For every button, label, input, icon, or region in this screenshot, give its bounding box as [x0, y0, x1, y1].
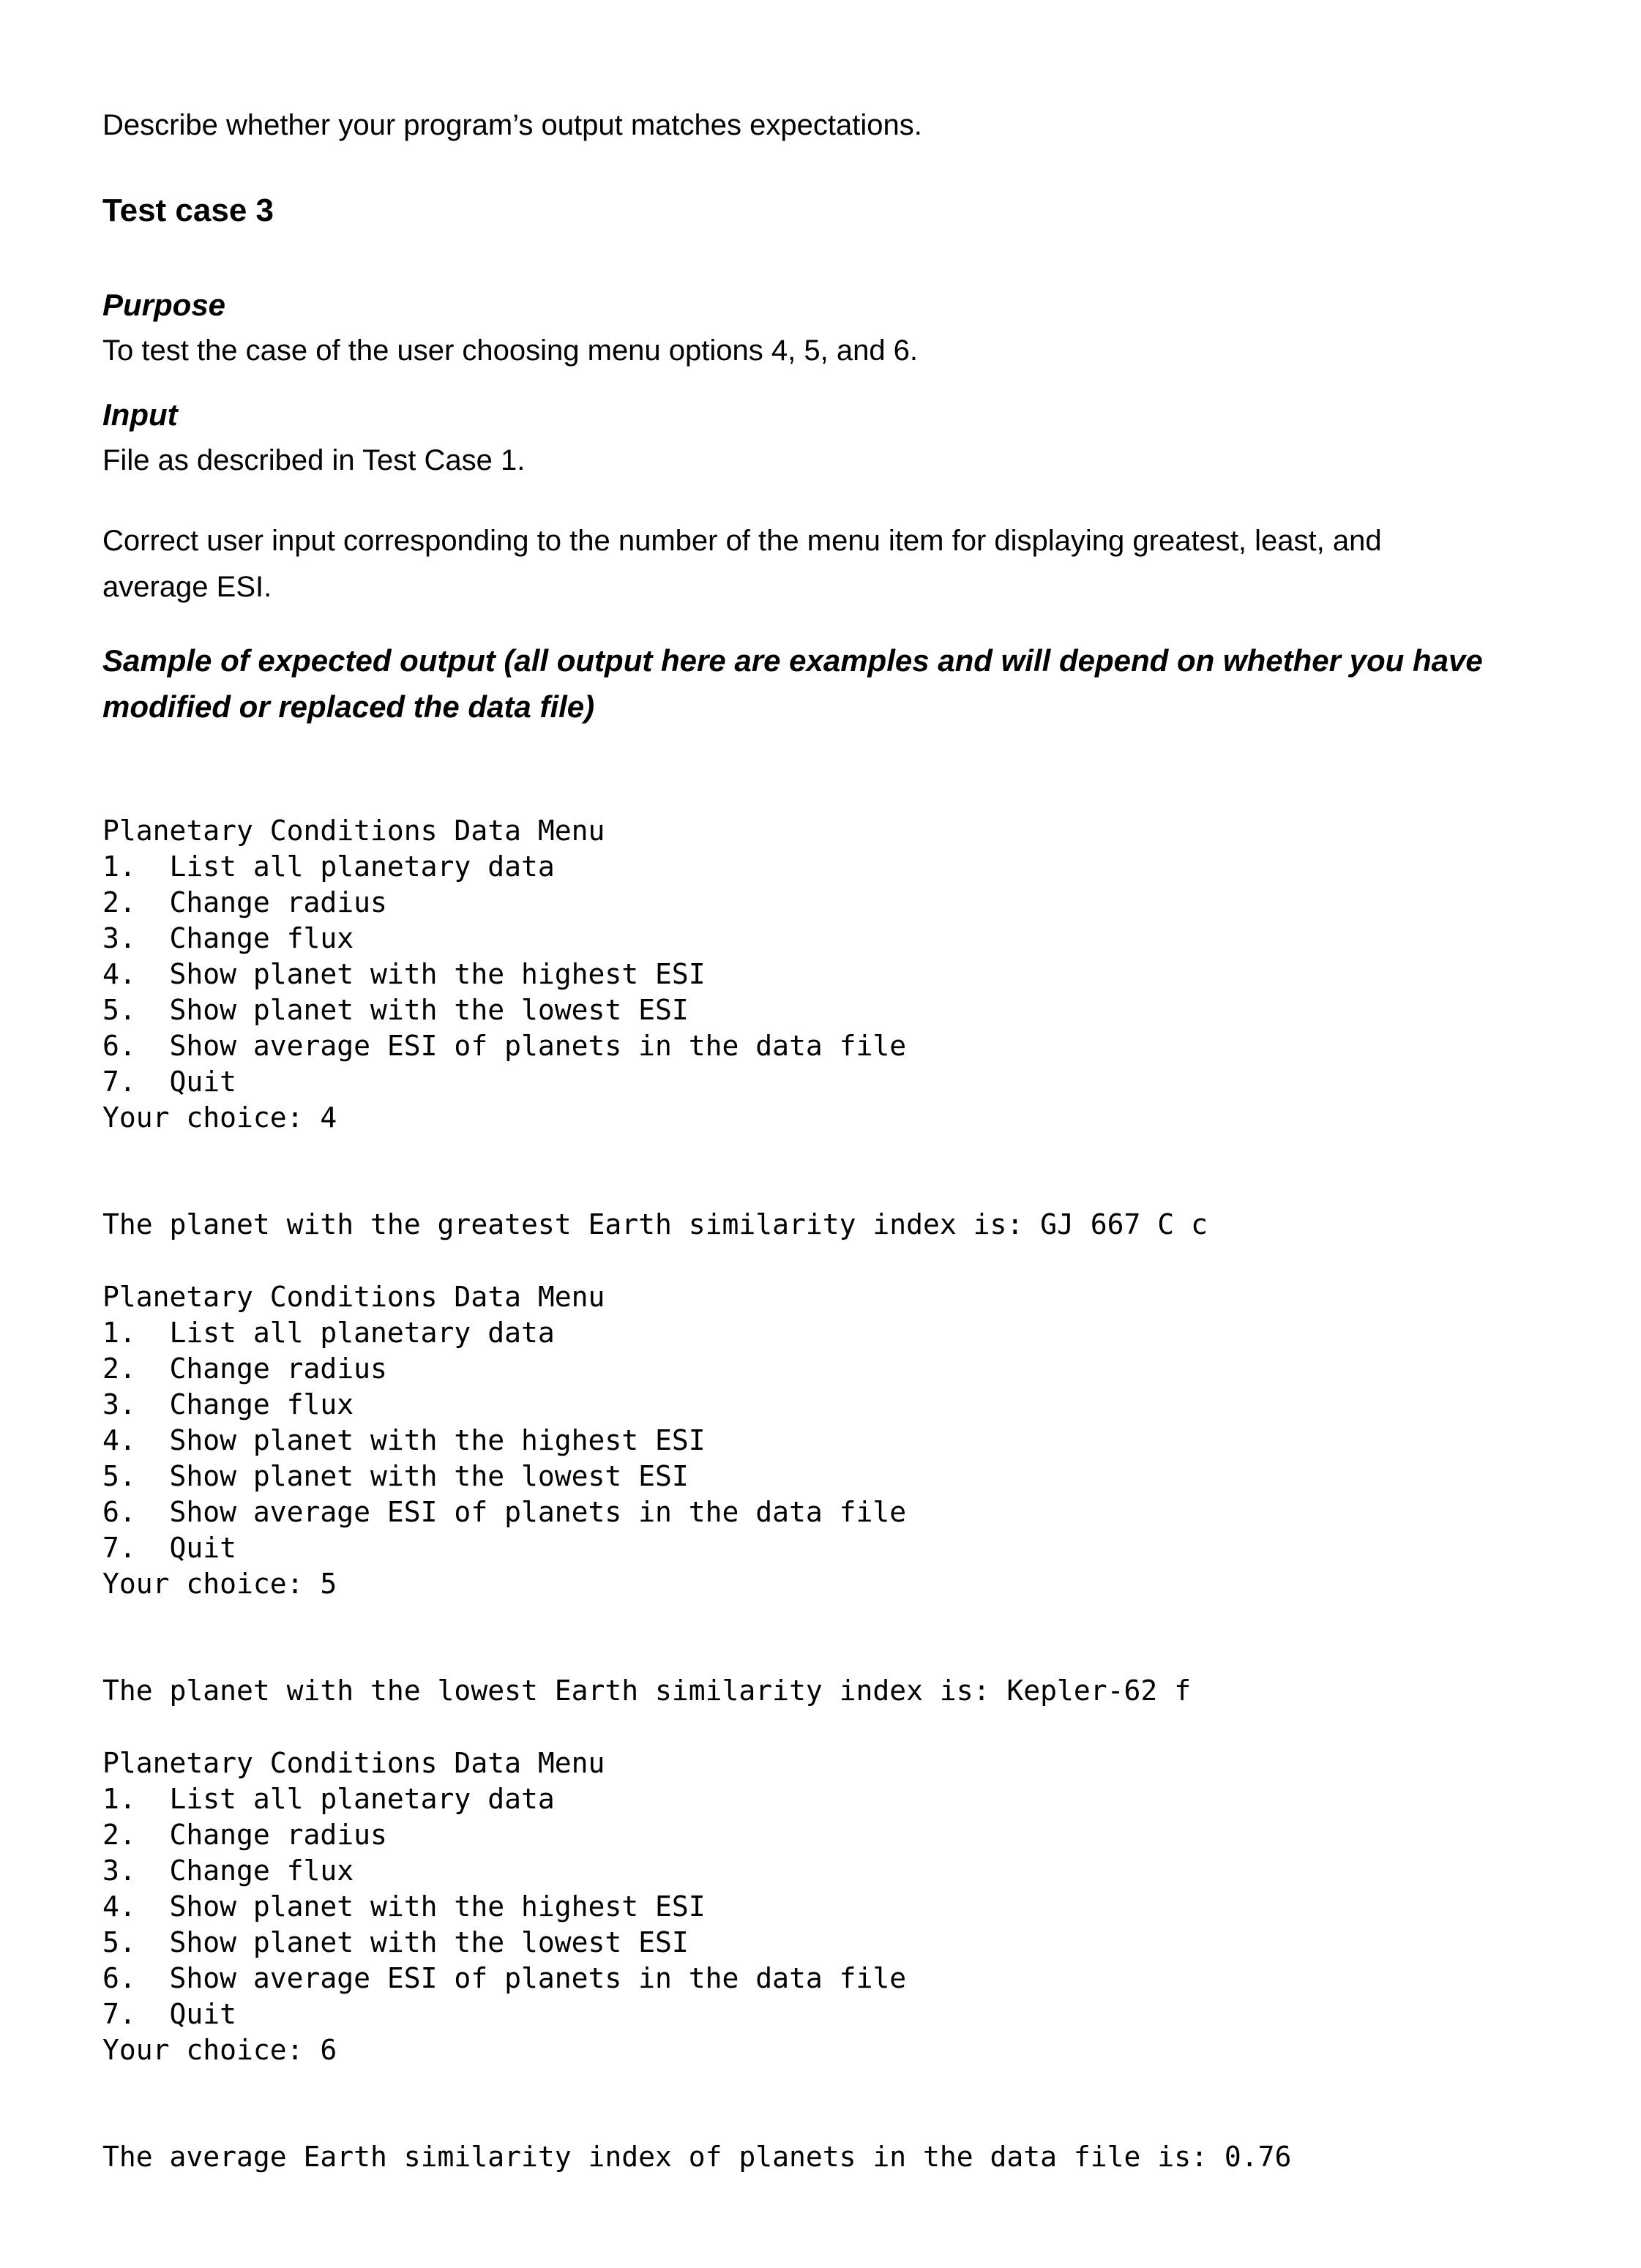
console-line: 5. Show planet with the lowest ESI [102, 1926, 689, 1958]
console-line: 4. Show planet with the highest ESI [102, 1890, 706, 1923]
console-line: 6. Show average ESI of planets in the data file [102, 1496, 907, 1528]
console-line: Planetary Conditions Data Menu [102, 1281, 605, 1313]
console-line: Your choice: 4 [102, 1101, 337, 1134]
console-line: Planetary Conditions Data Menu [102, 815, 605, 847]
console-line: 7. Quit [102, 1066, 237, 1098]
console-line: 3. Change flux [102, 1388, 354, 1421]
console-block-result [102, 2139, 1539, 2175]
console-line: The planet with the lowest Earth similarity index is: Kepler-62 f [102, 1674, 1192, 1707]
text-line: average ESI. [102, 571, 272, 603]
console-output [102, 813, 1539, 2175]
console-line: 6. Show average ESI of planets in the data file [102, 1962, 907, 1994]
console-line: 2. Change radius [102, 1352, 387, 1385]
console-line: Your choice: 5 [102, 1568, 337, 1600]
console-line: 2. Change radius [102, 1819, 387, 1851]
text-line: Correct user input corresponding to the number of the menu item for displaying greatest, least, and [102, 525, 1382, 557]
console-line: 5. Show planet with the lowest ESI [102, 1460, 689, 1492]
console-block-menu [102, 1745, 1539, 2068]
console-line: 4. Show planet with the highest ESI [102, 958, 706, 990]
heading-sample-output [102, 637, 1539, 730]
console-line: 3. Change flux [102, 922, 354, 954]
paragraph-input-user [102, 518, 1539, 610]
console-line: 4. Show planet with the highest ESI [102, 1424, 706, 1456]
console-block-result [102, 1207, 1539, 1243]
text-line: modified or replaced the data file) [102, 689, 595, 724]
console-line: The planet with the greatest Earth similarity index is: GJ 667 C c [102, 1208, 1208, 1240]
console-line: Your choice: 6 [102, 2034, 337, 2066]
console-line: Planetary Conditions Data Menu [102, 1747, 605, 1779]
heading-test-case: Test case 3 [102, 192, 274, 228]
console-line: 1. List all planetary data [102, 850, 555, 883]
console-block-result [102, 1673, 1539, 1709]
console-line: 3. Change flux [102, 1855, 354, 1887]
console-line: 2. Change radius [102, 886, 387, 918]
console-line: 6. Show average ESI of planets in the data file [102, 1030, 907, 1062]
console-line: 7. Quit [102, 1532, 237, 1564]
paragraph-input-file: File as described in Test Case 1. [102, 444, 526, 476]
console-line: 1. List all planetary data [102, 1317, 555, 1349]
console-line: 7. Quit [102, 1998, 237, 2030]
text-line: Sample of expected output (all output here are examples and will depend on whether you have [102, 643, 1483, 678]
console-block-menu [102, 1279, 1539, 1602]
heading-input: Input [102, 397, 178, 432]
console-block-menu [102, 813, 1539, 1136]
intro-paragraph: Describe whether your program’s output matches expectations. [102, 109, 922, 141]
console-line: 5. Show planet with the lowest ESI [102, 994, 689, 1026]
paragraph-purpose: To test the case of the user choosing menu options 4, 5, and 6. [102, 334, 919, 367]
console-line: 1. List all planetary data [102, 1783, 555, 1815]
heading-purpose: Purpose [102, 288, 226, 322]
console-line: The average Earth similarity index of planets in the data file is: 0.76 [102, 2141, 1292, 2173]
